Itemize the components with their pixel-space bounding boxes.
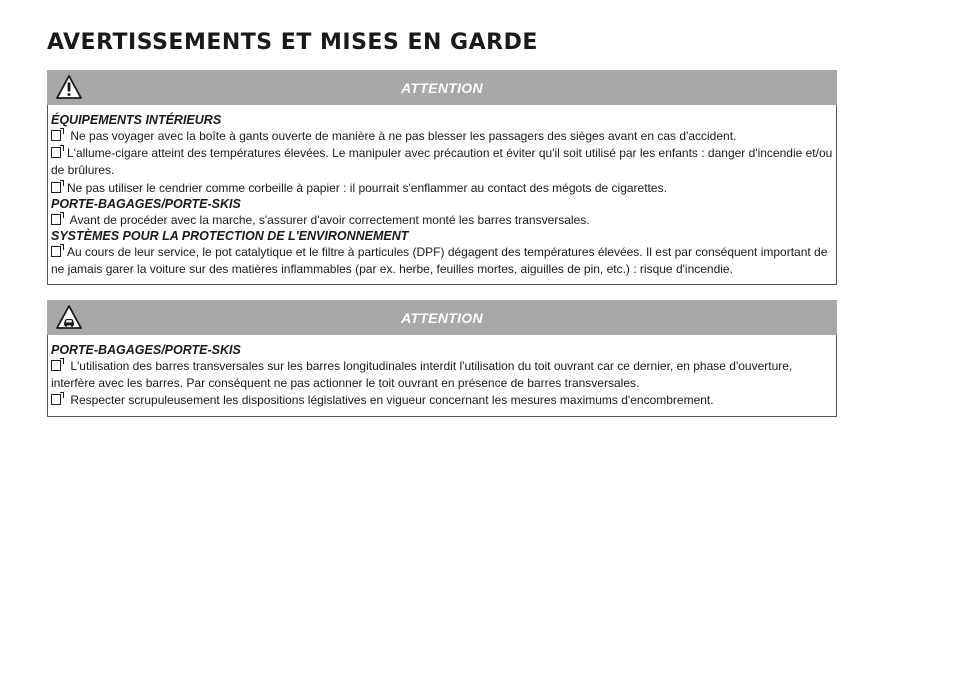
warning-box-interior xyxy=(47,70,837,285)
warning-body xyxy=(47,105,837,285)
section-title: PORTE-BAGAGES/PORTE-SKIS xyxy=(51,196,241,211)
checkbox-bullet-icon xyxy=(51,182,61,193)
list-item: Ne pas voyager avec la boîte à gants ouverte de manière à ne pas blesser les passagers des sièges avant en cas d'accident. xyxy=(51,128,834,145)
checkbox-bullet-icon xyxy=(51,360,61,371)
warning-header-label: ATTENTION xyxy=(401,79,483,96)
warning-body xyxy=(47,335,837,417)
page-title: AVERTISSEMENTS ET MISES EN GARDE xyxy=(47,30,538,55)
section-title: SYSTÈMES POUR LA PROTECTION DE L'ENVIRONNEMENT xyxy=(51,229,409,244)
checkbox-bullet-icon xyxy=(51,246,61,257)
car-warning-triangle-icon xyxy=(56,305,82,329)
list-item: L'allume-cigare atteint des températures élevées. Le manipuler avec précaution et éviter qu'il soit utilisé par les enfants : danger d'incendie et/ou de brûlures. xyxy=(51,146,833,178)
list-item: Ne pas utiliser le cendrier comme corbeille à papier : il pourrait s'enflammer au contact des mégots de cigarettes. xyxy=(51,180,834,197)
list-item: Au cours de leur service, le pot catalytique et le filtre à particules (DPF) dégagent des températures élevées. Il est par conséquent important de ne jamais garer la voiture sur des matières inflammables (par ex. herbe, feuilles mortes, aiguilles de pin, etc.) : risque d'incendie. xyxy=(51,245,828,277)
warning-triangle-icon xyxy=(56,75,82,99)
checkbox-bullet-icon xyxy=(51,130,61,141)
checkbox-bullet-icon xyxy=(51,147,61,158)
section-title: ÉQUIPEMENTS INTÉRIEURS xyxy=(51,113,222,127)
warning-header xyxy=(47,70,837,105)
list-item: Avant de procéder avec la marche, s'assurer d'avoir correctement monté les barres transversales. xyxy=(51,212,834,229)
warning-box-roof-rack xyxy=(47,300,837,417)
section-title: PORTE-BAGAGES/PORTE-SKIS xyxy=(51,343,241,357)
list-item: L'utilisation des barres transversales sur les barres longitudinales interdit l'utilisation du toit ouvrant car ce dernier, en phase d'ouverture, interfère avec les barres. Par conséquent ne pas actionner le toit ouvrant en présence de barres transversales. xyxy=(51,359,793,391)
checkbox-bullet-icon xyxy=(51,394,61,405)
warning-header xyxy=(47,300,837,335)
list-item: Respecter scrupuleusement les dispositions législatives en vigueur concernant les mesures maximums d'encombrement. xyxy=(51,392,834,409)
checkbox-bullet-icon xyxy=(51,214,61,225)
warning-header-label: ATTENTION xyxy=(401,309,483,326)
